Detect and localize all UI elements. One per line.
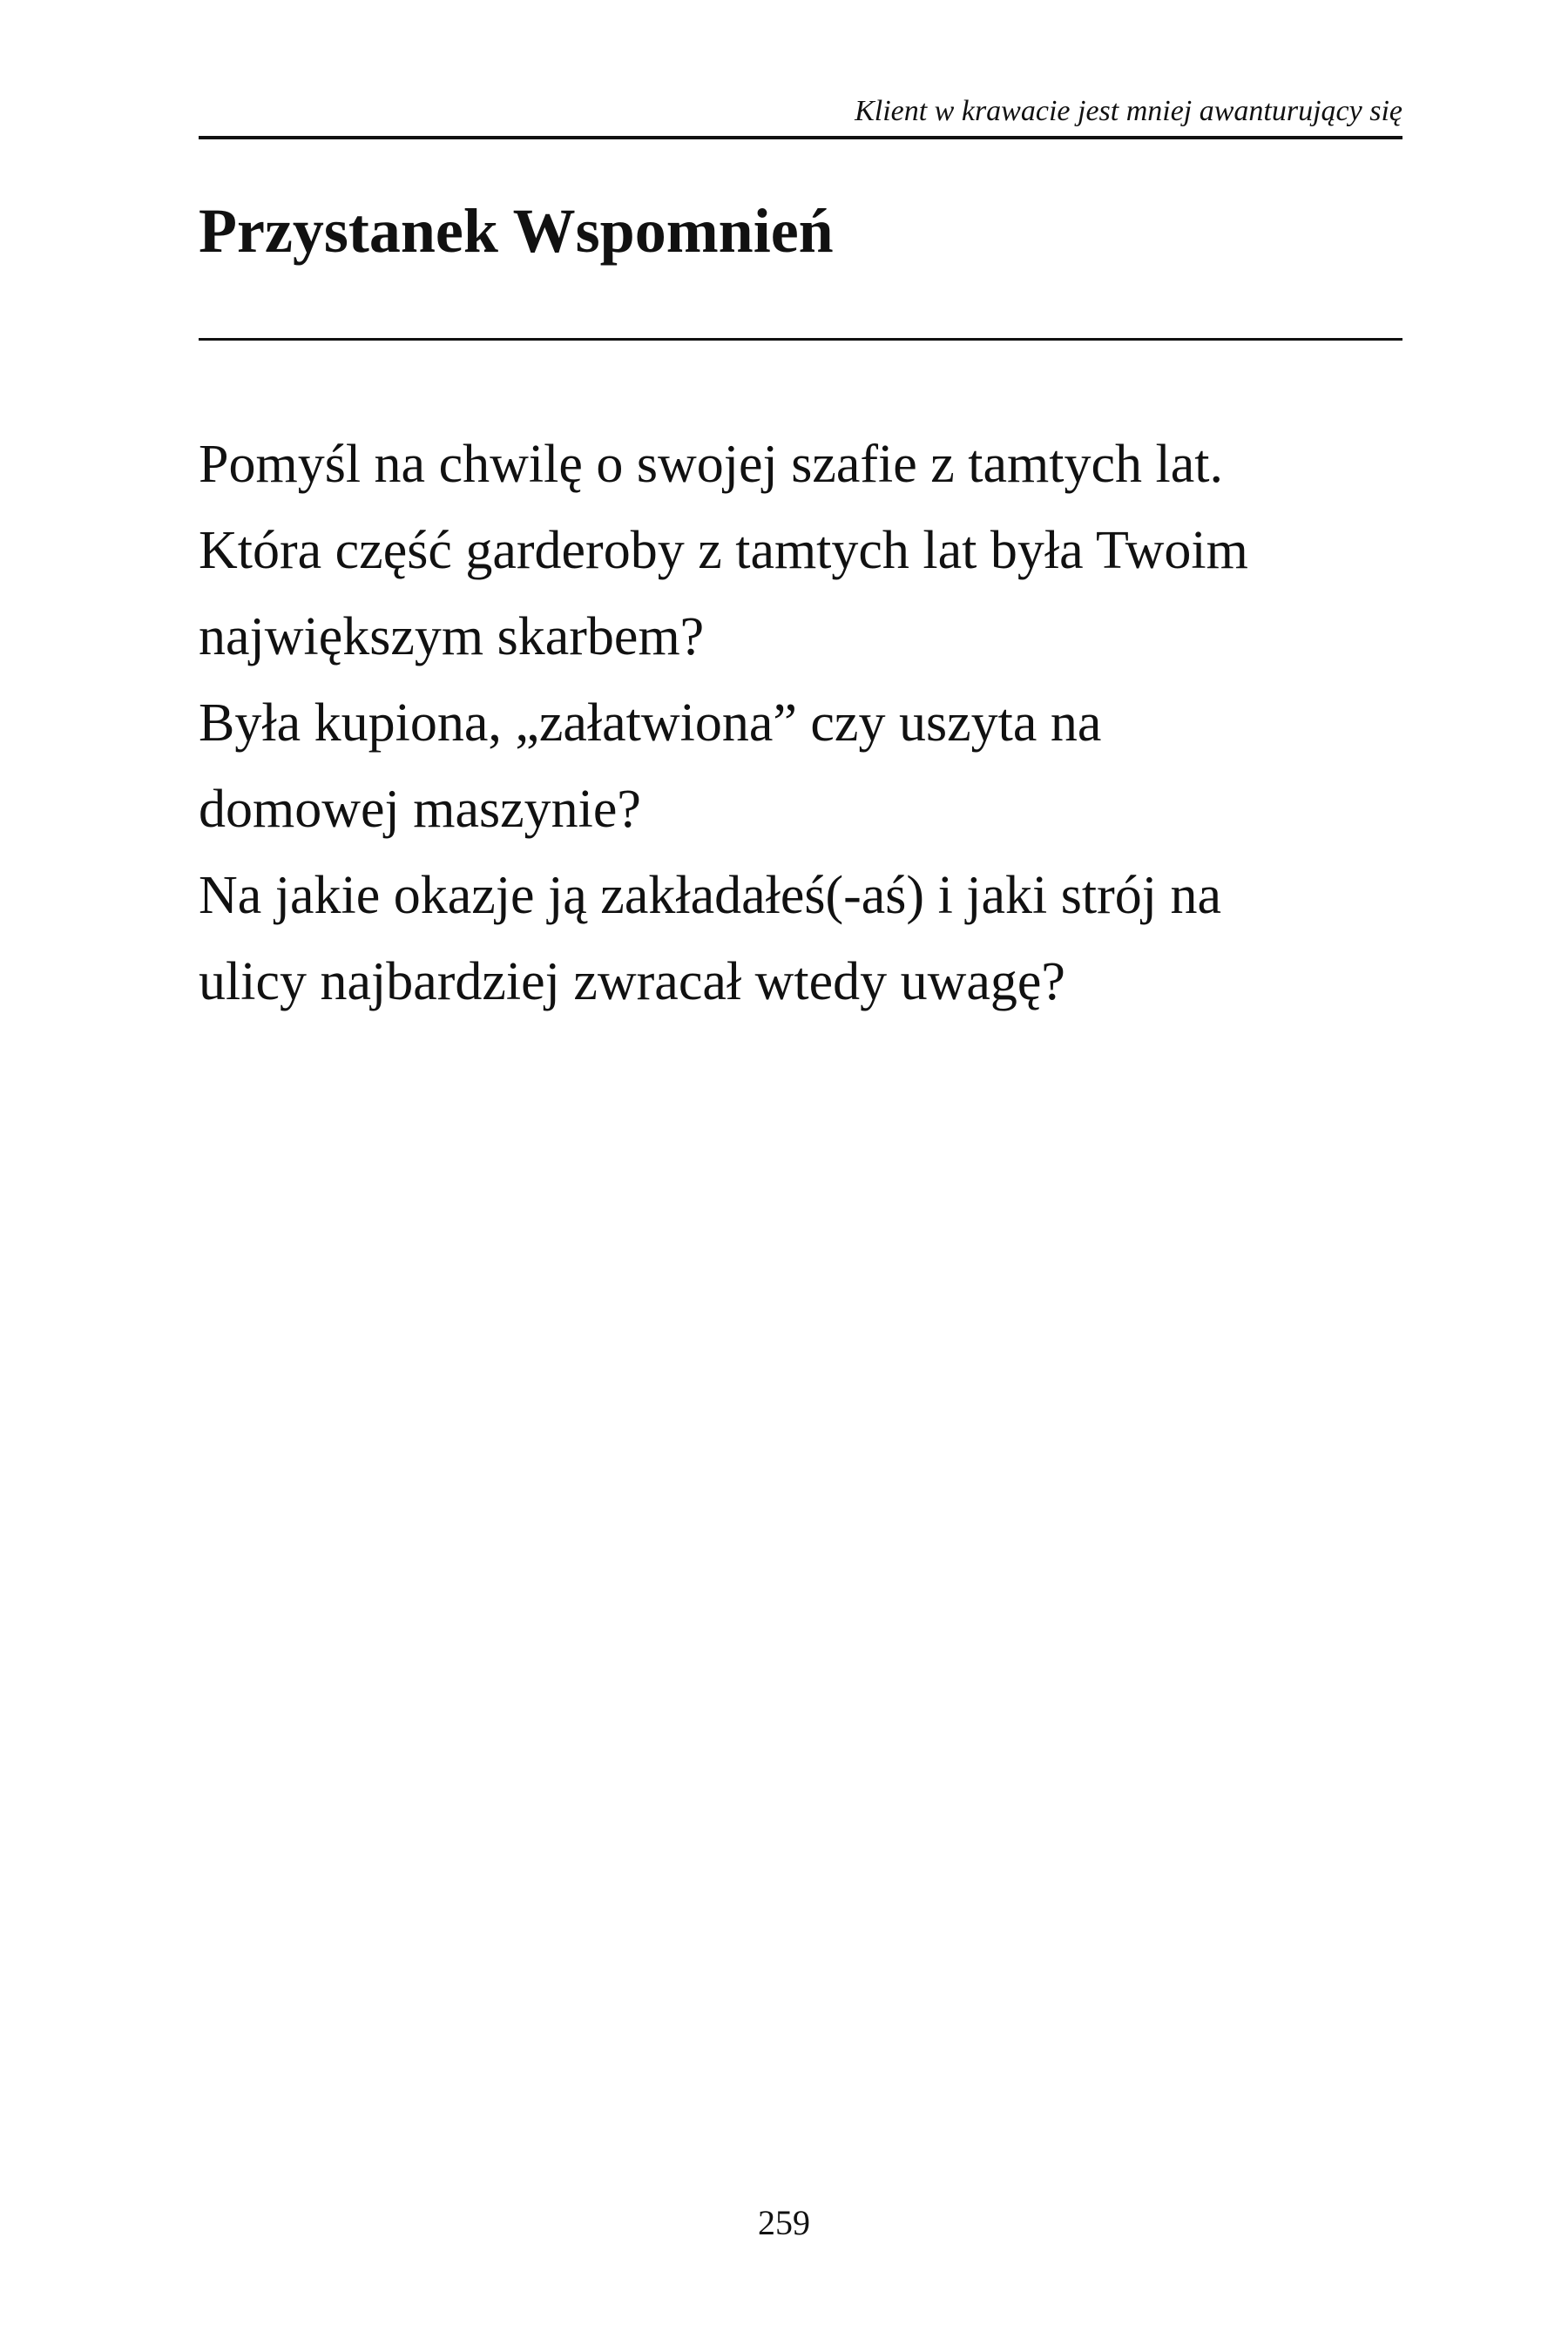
body-text: [199, 422, 1402, 1025]
page-number: 259: [758, 2203, 810, 2242]
running-header: Klient w krawacie jest mniej awanturujący się: [855, 95, 1402, 127]
body-line: Która część garderoby z tamtych lat była Twoim: [199, 521, 1248, 580]
body-line: ulicy najbardziej zwracał wtedy uwagę?: [199, 952, 1065, 1011]
title-rule: [199, 338, 1402, 341]
body-line: największym skarbem?: [199, 607, 705, 666]
chapter-title: Przystanek Wspomnień: [199, 196, 834, 266]
body-line: Na jakie okazje ją zakładałeś(-aś) i jaki strój na: [199, 866, 1222, 925]
header-rule: [199, 136, 1402, 139]
body-line: Była kupiona, „załatwiona” czy uszyta na: [199, 693, 1102, 753]
body-line: domowej maszynie?: [199, 780, 641, 839]
body-line: Pomyśl na chwilę o swojej szafie z tamtych lat.: [199, 435, 1223, 494]
